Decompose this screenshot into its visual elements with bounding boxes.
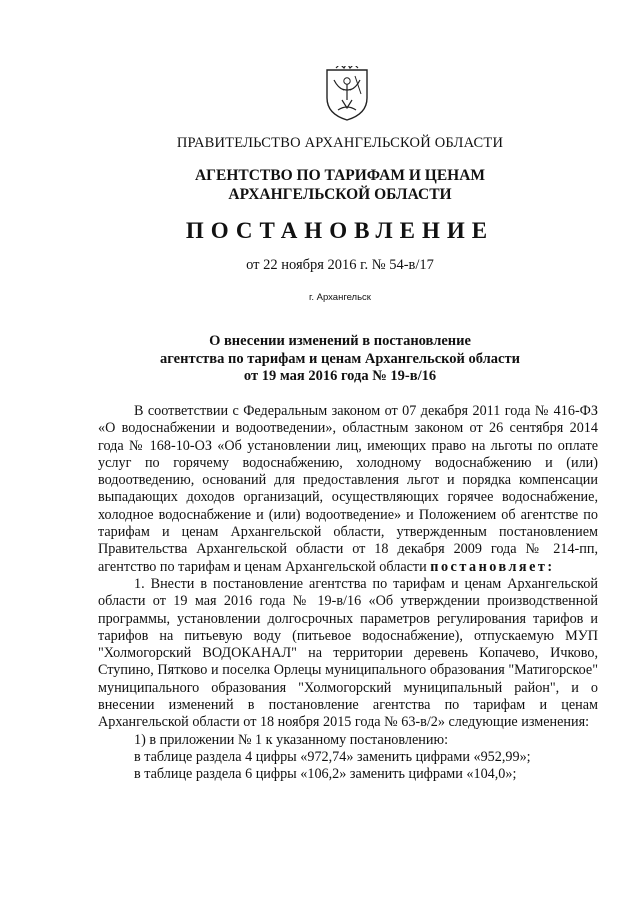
subject-line2: агентства по тарифам и ценам Архангельской области xyxy=(160,350,520,367)
decree-word: постановляет: xyxy=(430,558,555,575)
subject-line3: от 19 мая 2016 года № 19-в/16 xyxy=(243,368,437,384)
agency-name-line1: АГЕНТСТВО ПО ТАРИФАМ И ЦЕНАМ xyxy=(194,167,486,184)
change-line-table-6: в таблице раздела 6 цифры «106,2» заменить цифрами «104,0»; xyxy=(134,766,517,783)
subject-line1: О внесении изменений в постановление xyxy=(209,333,471,349)
document-body xyxy=(98,403,598,784)
coat-of-arms-icon xyxy=(324,66,370,122)
government-name: ПРАВИТЕЛЬСТВО АРХАНГЕЛЬСКОЙ ОБЛАСТИ xyxy=(176,135,504,151)
document-date-number: от 22 ноября 2016 г. № 54-в/17 xyxy=(246,257,434,273)
sub-item-1: 1) в приложении № 1 к указанному постановлению: xyxy=(134,731,449,748)
document-city: г. Архангельск xyxy=(309,292,371,303)
agency-name-line2: АРХАНГЕЛЬСКОЙ ОБЛАСТИ xyxy=(228,186,452,203)
item-1-paragraph: 1. Внести в постановление агентства по тарифам и ценам Архангельской области от 19 мая 2016 года № 19-в/16 «Об утверждении производственной программы, установлении долгосрочных параметров регулирования тарифов и тарифов на питьевую воду (питьевое водоснабжение), отпускаемую МУП "Холмогорский ВОДОКАНАЛ" на территории деревень Копачево, Ичково, Ступино, Пятково и поселка Орлецы муниципального образования "Матигорское" муниципального образования "Холмогорский муниципальный район", и о внесении изменений в постановление агентства по тарифам и ценам Архангельской области от 18 ноября 2015 года № 63-в/2» следующие изменения: xyxy=(98,575,598,731)
change-line-table-4: в таблице раздела 4 цифры «972,74» заменить цифрами «952,99»; xyxy=(134,748,531,765)
preamble-paragraph xyxy=(98,403,598,576)
preamble-text: В соответствии с Федеральным законом от 07 декабря 2011 года № 416-ФЗ «О водоснабжении и водоотведении», областным законом от 26 сентября 2014 года № 168-10-ОЗ «Об установлении лиц, имеющих право на льготы по оплате услуг по горячему водоснабжению, холодному водоснабжению и (или) водоотведению, оснований для предоставления льгот и порядка компенсации выпадающих доходов организаций, осуществляющих горячее водоснабжение, холодное водоснабжение и (или) водоотведение» и Положением об агентстве по тарифам и ценам Архангельской области, утвержденным постановлением Правительства Архангельской области от 18 декабря 2009 года № 214-пп, агентство по тарифам и ценам Архангельской области xyxy=(98,403,598,575)
document-type: ПОСТАНОВЛЕНИЕ xyxy=(185,218,495,243)
document-subject xyxy=(0,333,640,386)
agency-name xyxy=(0,166,640,204)
